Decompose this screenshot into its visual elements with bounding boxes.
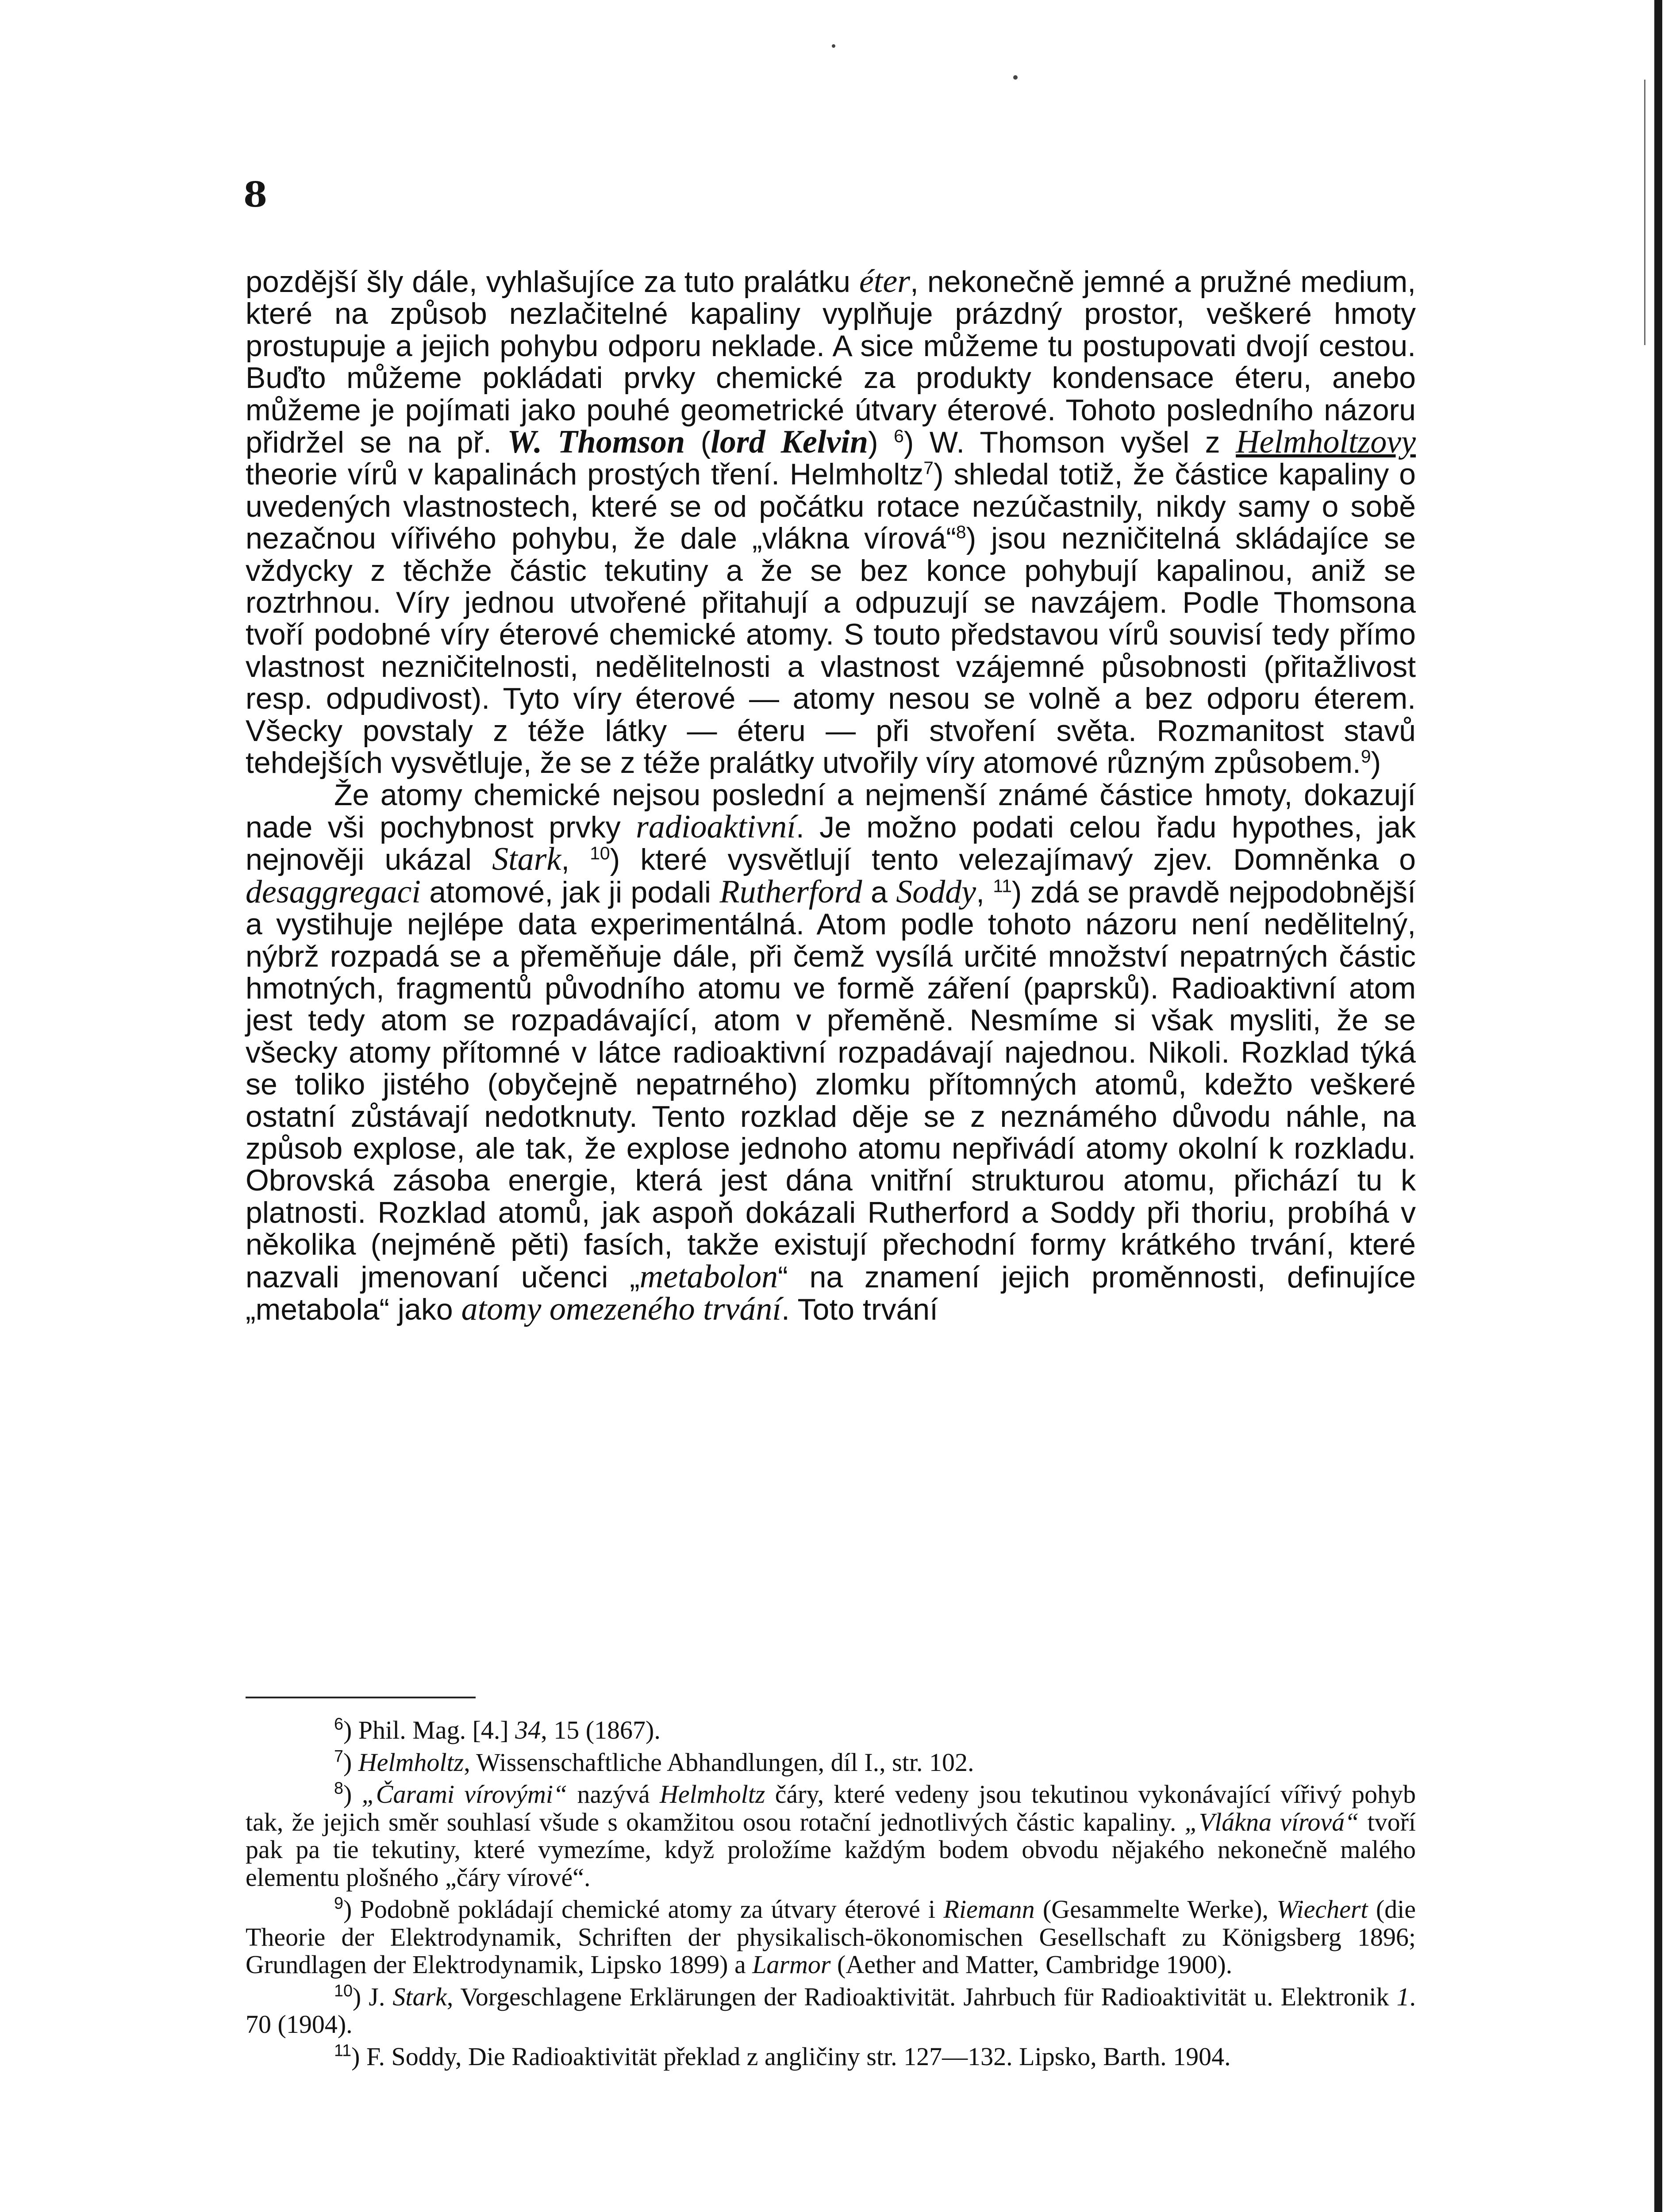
text-run: ) J. <box>352 1982 393 2011</box>
footnote-ref-9: 9 <box>1361 746 1371 767</box>
name-rutherford: Rutherford <box>719 873 862 910</box>
text-run: (Gesammelte Werke), <box>1034 1895 1277 1924</box>
text-run: , <box>976 875 993 909</box>
text-run: theorie vírů v kapalinách prostých tření. Helmholtz <box>246 457 924 492</box>
footnote-ref-10: 10 <box>590 843 610 864</box>
footnote-10 <box>246 1983 1416 2039</box>
text-run: atomové, jak ji podali <box>420 875 720 909</box>
name-thomson: W. Thomson <box>507 424 685 461</box>
footnotes <box>246 1714 1416 2075</box>
text-run: , 15 (1867). <box>541 1716 661 1744</box>
author-name: Riemann <box>943 1895 1035 1924</box>
term-metabolon: metabolon <box>639 1258 778 1295</box>
author-name: Helmholtz <box>659 1780 765 1809</box>
text-run: ) shledal totiž, že částice kapaliny o uvedených vlastnostech, které se od počátku rotace nezúčastnily, nikdy samy o sobě nezačnou vířivého pohybu, že dale „vlákna vírová“ <box>246 457 1416 556</box>
text-run: ) Podobně pokládají chemické atomy za útvary éterové i <box>343 1895 944 1924</box>
footnote-9 <box>246 1893 1416 1979</box>
footnote-mark: 7 <box>334 1747 343 1766</box>
footnote-ref-11: 11 <box>993 876 1012 896</box>
term-atomy-omezeneho-trvani: atomy omezeného trvání <box>461 1291 781 1327</box>
page-edge-line <box>1644 80 1645 345</box>
text-run: ) <box>343 1780 362 1809</box>
text-run: ) F. Soddy, Die Radioaktivität překlad z angličiny str. 127—132. Lipsko, Barth. 1904. <box>351 2042 1231 2071</box>
text-run: ) které vysvětlují tento velezajímavý zjev. Domněnka o <box>610 843 1416 877</box>
text-run: . Je možno podati celou řadu hypothes, jak nejnověji ukázal <box>246 810 1416 877</box>
text-run: ) jsou nezničitelná skládajíce se vždycky z těchže částic tekutiny a že se bez konce pohybují kapalinou, aniž se roztrhnou. Víry jednou utvořené přitahují a odpuzují se navzájem. Podle Thomsona tvoří podobné víry éterové chemické atomy. S touto představou vírů souvisí tedy přímo vlastnost nezničitelnosti, nedělitelnosti a vlastnost vzájemné působnosti (přitažlivost resp. odpudivost). Tyto víry éterové — atomy nesou se volně a bez odporu éterem. Všecky povstaly z téže látky — éteru — při stvoření světa. Rozmanitost stavů tehdejších vysvětluje, že se z téže pralátky utvořily víry atomové různým způsobem. <box>246 522 1416 780</box>
author-name: Wiechert <box>1276 1895 1368 1924</box>
page-number: 8 <box>243 175 268 215</box>
footnote-ref-8: 8 <box>956 522 966 542</box>
footnote-mark: 10 <box>334 1981 353 2000</box>
footnote-8 <box>246 1778 1416 1892</box>
text-run: (Aether and Matter, Cambridge 1900). <box>830 1950 1233 1979</box>
author-name: Helmholtz <box>358 1747 464 1777</box>
name-stark: Stark <box>492 841 561 878</box>
text-run: . 70 (1904). <box>246 1982 1416 2039</box>
text-run: ( <box>685 426 711 460</box>
footnote-7 <box>246 1749 1416 1777</box>
footnote-mark: 8 <box>334 1778 343 1797</box>
scan-speck <box>832 44 835 48</box>
scan-speck <box>1013 75 1018 80</box>
page-edge-shadow <box>1654 0 1662 2212</box>
footnote-ref-6: 6 <box>894 426 904 446</box>
volume-number: 34 <box>515 1716 541 1744</box>
text-run: ) <box>343 1747 358 1777</box>
footnote-mark: 6 <box>334 1714 343 1733</box>
volume-number: 1 <box>1396 1982 1410 2011</box>
footnote-6 <box>246 1714 1416 1744</box>
text-run: Že atomy chemické nejsou poslední a nejmenší známé částice hmoty, dokazují nade vši pochybnost prvky <box>246 778 1416 844</box>
text-run: ) zdá se pravdě nejpodobnější a vystihuje nejlépe data experimentálná. Atom podle tohoto názoru není nedělitelný, nýbrž rozpadá se a přeměňuje dále, při čemž vysílá určité množství nepatrných částic hmotných, fragmentů původního atomu ve formě záření (paprsků). Radioaktivní atom jest tedy atom se rozpadávající, atom v přeměně. Nesmíme si však mysliti, že se všecky atomy přítomné v látce radioaktivní rozpadávají najednou. Nikoli. Rozklad týká se toliko jistého (obyčejně nepatrného) zlomku přítomných atomů, kdežto veškeré ostatní zůstávají nedotknuty. Tento rozklad děje se z neznámého důvodu náhle, na způsob explose, ale tak, že explose jednoho atomu nepřivádí atomy okolní k rozkladu. Obrovská zásoba energie, která jest dána vnitřní strukturou atomu, přichází tu k platnosti. Rozklad atomů, jak aspoň dokázali Rutherford a Soddy při thoriu, probíhá v několika (nejméně pěti) fasích, takže existují přechodní formy krátkého trvání, které nazvali jmenovaní učenci „ <box>246 875 1416 1294</box>
footnote-rule <box>246 1697 476 1698</box>
text-run: , nekonečně jemné a pružné medium, které na způsob nezlačitelné kapaliny vyplňuje prázdný prostor, veškeré hmoty prostupuje a jejich pohybu odporu neklade. A sice můžeme tu postupovati dvojí cestou. Buďto můžeme pokládati prvky chemické za produkty kondensace éteru, anebo můžeme je pojímati jako pouhé geometrické útvary éterové. Tohoto posledního názoru přidržel se na př. <box>246 265 1416 460</box>
text-run: , <box>561 843 590 877</box>
text-run: tvoří pak pa tie tekutiny, které vymezíme, když proložíme každým bodem obvodu nějakého nekonečně malého elementu plošného „čáry vírové“. <box>246 1807 1416 1892</box>
main-text <box>246 265 1416 1325</box>
text-run: . Toto trvání <box>781 1293 938 1326</box>
text-run: ) Phil. Mag. [4.] <box>343 1716 515 1744</box>
term-radioaktivni: radioaktivní <box>636 808 796 845</box>
name-soddy: Soddy <box>896 873 976 910</box>
paragraph-1 <box>246 265 1416 779</box>
text-run: ) <box>868 426 894 460</box>
text-run: nazývá <box>567 1780 660 1809</box>
footnote-mark: 11 <box>334 2041 352 2060</box>
term-ether: éter <box>859 263 910 300</box>
text-run: (die Theorie der Elektrodynamik, Schriften der physikalisch-ökonomischen Gesellschaft zu Königsberg 1896; Grundlagen der Elektrodynamik, Lipsko 1899) a <box>246 1895 1416 1979</box>
text-run: “ na znamení jejich proměnnosti, definujíce „metabola“ jako <box>246 1260 1416 1326</box>
quoted-term: „Čarami vírovými“ <box>361 1780 568 1809</box>
paragraph-2 <box>246 779 1416 1326</box>
text-run: , Wissenschaftliche Abhandlungen, díl I., str. 102. <box>464 1747 974 1777</box>
text-run: , Vorgeschlagene Erklärungen der Radioaktivität. Jahrbuch für Radioaktivität u. Elektronik <box>446 1982 1397 2011</box>
footnote-ref-7: 7 <box>923 457 934 478</box>
author-name: Larmor <box>752 1950 831 1979</box>
text-run: ) <box>1371 746 1381 780</box>
text-run: pozdější šly dále, vyhlašujíce za tuto pralátku <box>246 265 859 299</box>
text-run: a <box>862 875 896 909</box>
quoted-term: „Vlákna vírová“ <box>1184 1807 1359 1836</box>
footnote-11 <box>246 2043 1416 2071</box>
author-name: Stark <box>392 1982 447 2011</box>
name-kelvin: lord Kelvin <box>711 424 869 461</box>
term-desaggregaci: desaggregaci <box>246 873 421 910</box>
text-run: čáry, které vedeny jsou tekutinou vykonávající vířivý pohyb tak, že jejich směr souhlasí všude s okamžitou osou rotační jednotlivých částic kapaliny. <box>246 1780 1416 1836</box>
name-helmholtzovy: Helmholtzovy <box>1236 424 1416 461</box>
text-run: ) W. Thomson vyšel z <box>903 426 1236 460</box>
footnote-mark: 9 <box>334 1893 343 1912</box>
